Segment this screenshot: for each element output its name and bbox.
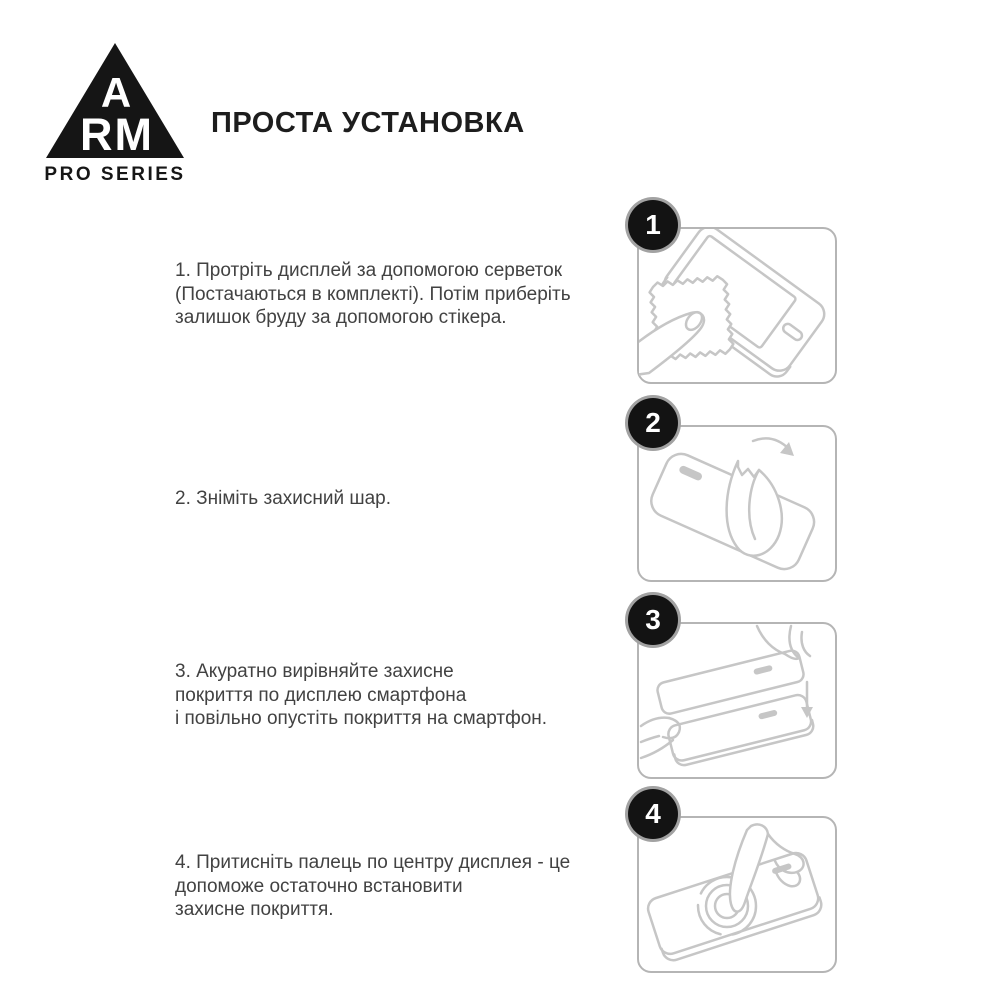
- align-protector-illustration-icon: [639, 624, 835, 777]
- step-text-line: 2. Зніміть захисний шар.: [175, 488, 392, 509]
- step-2-text: [175, 487, 645, 511]
- step-2-number-badge: 2: [628, 398, 678, 448]
- step-3-text: [175, 660, 645, 731]
- step-text-line: захисне покриття.: [175, 899, 334, 920]
- peel-protective-layer-illustration-icon: [639, 427, 835, 580]
- step-4-text: [175, 851, 645, 922]
- wipe-display-illustration-icon: [639, 229, 835, 382]
- step-text-line: і повільно опустіть покриття на смартфон.: [175, 708, 548, 729]
- arm-triangle-logo-icon: [40, 40, 190, 162]
- step-4-illustration-panel: [637, 798, 837, 973]
- step-3-number-badge: 3: [628, 595, 678, 645]
- logo-letters-rm: RM: [80, 109, 154, 160]
- step-text-line: допоможе остаточно встановити: [175, 875, 463, 897]
- step-text-line: залишок бруду за допомогою стікера.: [175, 307, 507, 328]
- brand-logo: [40, 40, 190, 186]
- step-1-text: [175, 259, 645, 330]
- logo-subtitle: PRO SERIES: [44, 164, 186, 185]
- step-text-line: покриття по дисплею смартфона: [175, 684, 467, 706]
- step-2-illustration-panel: [637, 407, 837, 582]
- page-title: ПРОСТА УСТАНОВКА: [211, 107, 525, 139]
- step-3-illustration-panel: [637, 604, 837, 779]
- logo-letter-a: A: [100, 69, 132, 116]
- step-text-line: 3. Акуратно вирівняйте захисне: [175, 661, 454, 682]
- step-4-number-badge: 4: [628, 789, 678, 839]
- step-1-illustration-panel: [637, 209, 837, 384]
- step-text-line: 4. Притисніть палець по центру дисплея - це: [175, 852, 571, 873]
- press-center-illustration-icon: [639, 818, 835, 971]
- step-text-line: 1. Протріть дисплей за допомогою серветок: [175, 260, 563, 281]
- step-1-number-badge: 1: [628, 200, 678, 250]
- step-text-line: (Постачаються в комплекті). Потім приберіть: [175, 283, 571, 305]
